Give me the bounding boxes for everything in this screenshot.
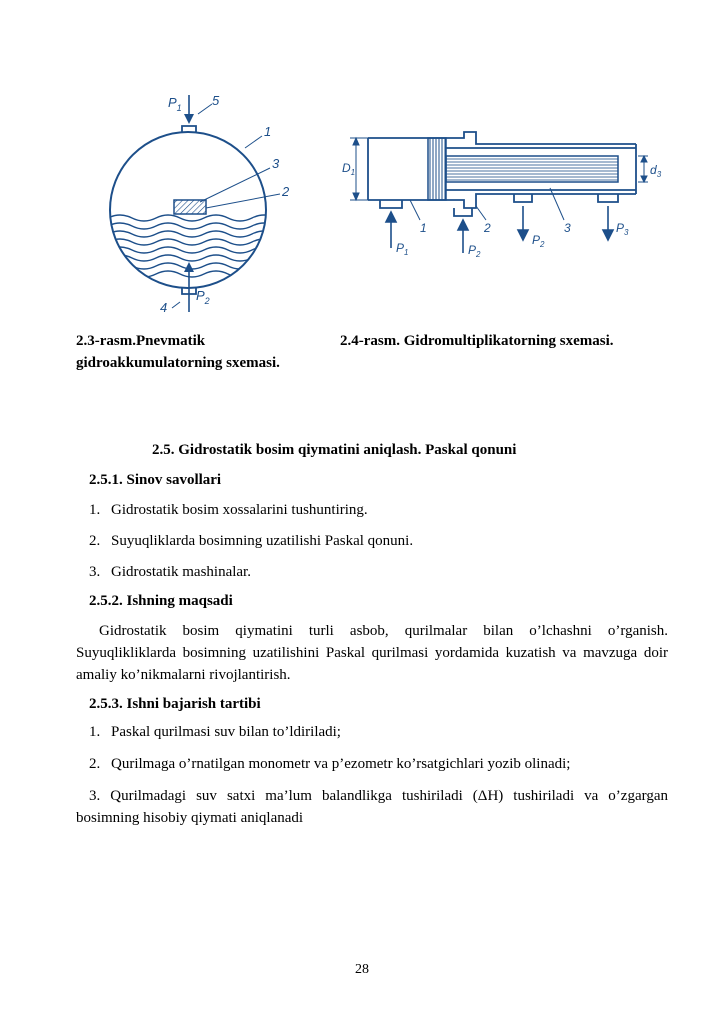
label-2: 2 — [282, 184, 290, 199]
label-p1: P — [168, 95, 177, 110]
label-P2-out-sub: 2 — [540, 240, 545, 249]
svg-text:P2 — [468, 243, 481, 259]
subsection-2-5-1-title: 2.5.1. Sinov savollari — [89, 472, 222, 488]
subsection-2-5-3-title: 2.5.3. Ishni bajarish tartibi — [89, 696, 261, 712]
svg-text:D1 — [342, 161, 355, 177]
label-D1-sub: 1 — [350, 168, 356, 177]
question-item-3 — [89, 562, 251, 582]
label-p2-sub: 2 — [204, 296, 210, 306]
subsection-2-5-2-title: 2.5.2. Ishning maqsadi — [89, 593, 233, 609]
procedure-item-3 — [76, 785, 668, 829]
separator-piston — [174, 200, 206, 214]
question-item-1 — [89, 500, 368, 520]
label-1: 1 — [264, 124, 272, 139]
figure-2-3-caption — [76, 330, 336, 374]
procedure-number: 2. — [89, 756, 101, 772]
caption-line-2: gidroakkumulatorning sxemasi. — [76, 355, 280, 371]
page-number: 28 — [355, 962, 369, 977]
svg-text:P1 — [168, 95, 182, 113]
label-d3-sub: 3 — [656, 170, 662, 179]
section-title: 2.5. Gidrostatik bosim qiymatini aniqlash. Paskal qonuni — [152, 442, 517, 458]
svg-text:d3 — [650, 163, 662, 179]
question-number: 3. — [89, 564, 101, 580]
question-text: Gidrostatik mashinalar. — [111, 564, 251, 580]
svg-text:P2 — [196, 288, 210, 306]
multiplier-diagram — [336, 128, 666, 263]
svg-text:P3 — [616, 221, 629, 237]
procedure-item-1 — [89, 722, 341, 742]
caption-line-1: 2.3-rasm.Pnevmatik — [76, 333, 206, 349]
label-n3: 3 — [564, 221, 571, 235]
svg-text:P2 — [532, 233, 545, 249]
label-n2: 2 — [484, 221, 491, 235]
label-P3-sub: 3 — [624, 228, 629, 237]
question-item-2 — [89, 531, 413, 551]
liquid-level — [108, 215, 276, 277]
procedure-number: 3. — [89, 788, 101, 804]
procedure-text: Qurilmaga o’rnatilgan monometr va p’ezometr ko’rsatgichlari yozib olinadi; — [111, 756, 571, 772]
label-d3: d — [650, 163, 657, 177]
procedure-text: Paskal qurilmasi suv bilan to’ldiriladi; — [111, 724, 341, 740]
label-4: 4 — [160, 300, 168, 315]
purpose-paragraph: Gidrostatik bosim qiymatini turli asbob, qurilmalar bilan o’lchashni o’rganish. Suyuqlikliklarda bosimning uzatilishini Paskal qurilmasi yordamida kuzatish va mavzuga doir amaliy ko’nikmalarni rivojlantirish. — [76, 623, 668, 683]
accumulator-diagram — [100, 90, 320, 315]
question-text: Gidrostatik bosim xossalarini tushuntiring. — [111, 502, 368, 518]
piston — [428, 138, 446, 200]
label-D1: D — [342, 161, 351, 175]
label-p1-sub: 1 — [176, 103, 182, 113]
label-P2-in-sub: 2 — [476, 250, 481, 259]
label-p2: P — [196, 288, 205, 303]
label-P1: P — [396, 241, 405, 255]
label-5: 5 — [212, 93, 220, 108]
label-P2-out: P — [532, 233, 541, 247]
procedure-number: 1. — [89, 724, 101, 740]
procedure-text: Qurilmadagi suv satxi ma’lum balandlikga tushiriladi (ΔH) tushiriladi va o’zgargan bosimning hisobiy qiymati aniqlanadi — [76, 788, 668, 826]
plunger-rod — [446, 156, 618, 182]
label-n1: 1 — [420, 221, 427, 235]
svg-text:P1 — [396, 241, 408, 257]
label-P2-in: P — [468, 243, 477, 257]
question-number: 2. — [89, 533, 101, 549]
question-number: 1. — [89, 502, 101, 518]
procedure-item-2 — [89, 754, 570, 774]
label-3: 3 — [272, 156, 280, 171]
label-P3: P — [616, 221, 625, 235]
label-P1-sub: 1 — [404, 248, 409, 257]
question-text: Suyuqliklarda bosimning uzatilishi Paskal qonuni. — [111, 533, 414, 549]
figure-2-4-caption: 2.4-rasm. Gidromultiplikatorning sxemasi. — [340, 333, 614, 349]
